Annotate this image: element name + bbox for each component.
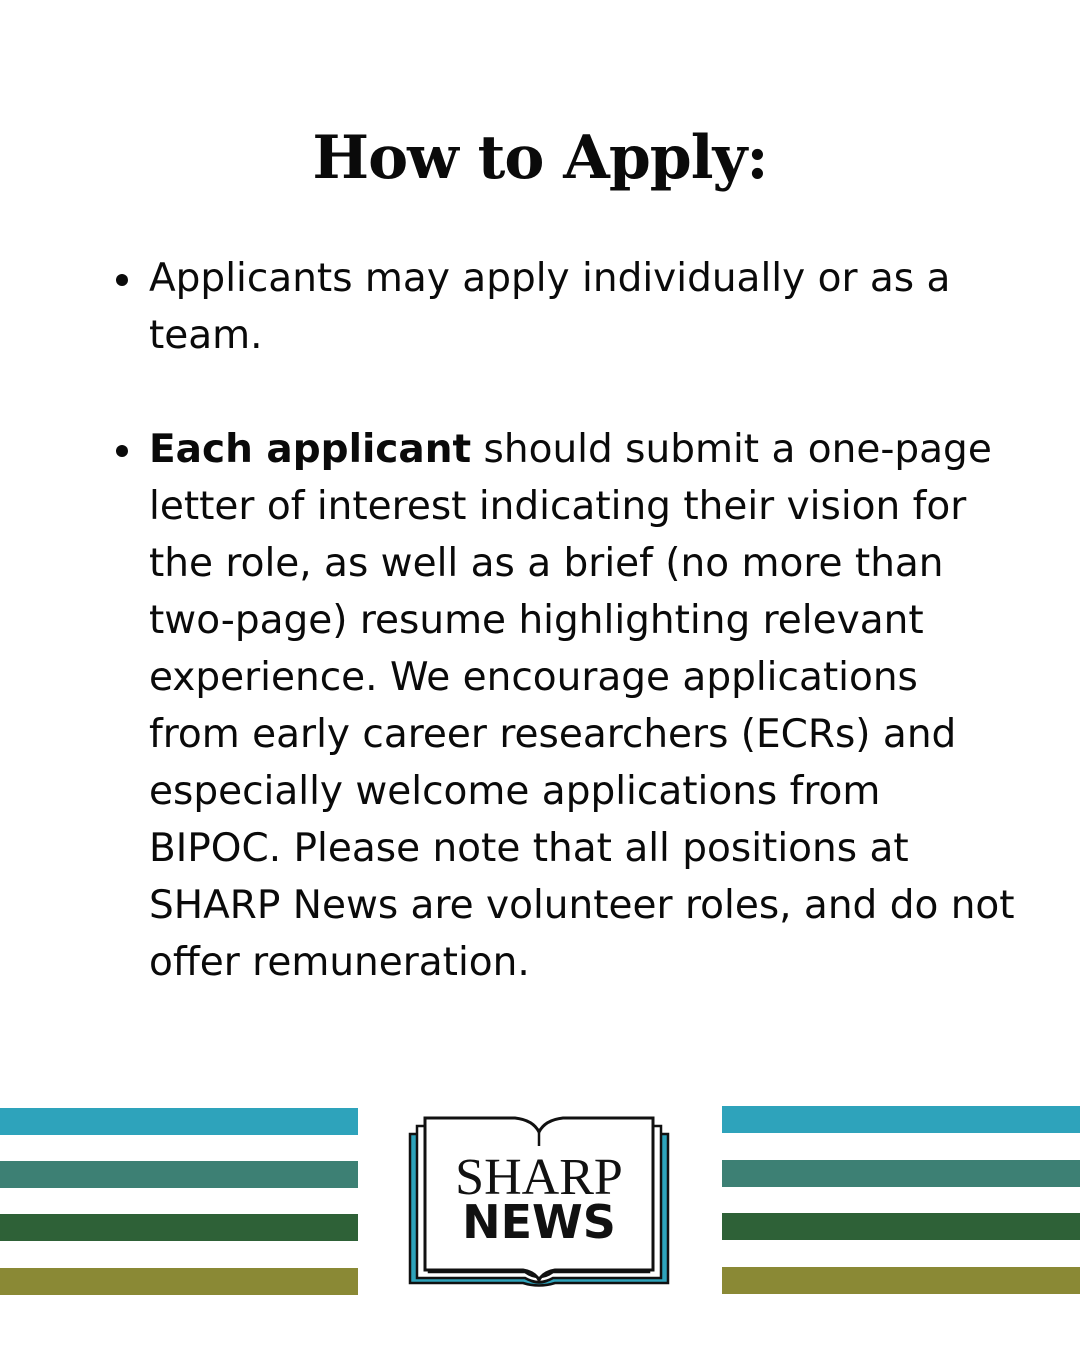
right-stripe-olive	[722, 1267, 1080, 1294]
right-stripe-sea-green	[722, 1160, 1080, 1187]
logo-sharp-text: SHARP	[455, 1149, 623, 1206]
left-stripe-teal	[0, 1108, 358, 1135]
logo-news-text: NEWS	[462, 1195, 616, 1249]
left-stripe-olive	[0, 1268, 358, 1295]
bullet-bold-lead: Each applicant	[149, 427, 472, 472]
open-book-icon	[405, 1112, 673, 1288]
left-stripe-sea-green	[0, 1161, 358, 1188]
right-stripe-forest	[722, 1213, 1080, 1240]
bullet-text: should submit a one-page letter of interest indicating their vision for the role, as well as a brief (no more than two-page) resume highlighting relevant experience. We encourage applications from early career researchers (ECRs) and especially welcome applications from BIPOC. Please note that all positions at SHARP News are volunteer roles, and do not offer remuneration.	[149, 427, 1015, 985]
sharp-news-logo	[405, 1112, 673, 1288]
application-instructions-list	[0, 250, 1080, 991]
page-title: How to Apply:	[312, 123, 768, 193]
right-stripe-teal	[722, 1106, 1080, 1133]
bullet-text: Applicants may apply individually or as a team.	[149, 256, 951, 358]
list-item	[0, 250, 1080, 364]
left-stripe-forest	[0, 1214, 358, 1241]
list-item	[0, 421, 1080, 991]
